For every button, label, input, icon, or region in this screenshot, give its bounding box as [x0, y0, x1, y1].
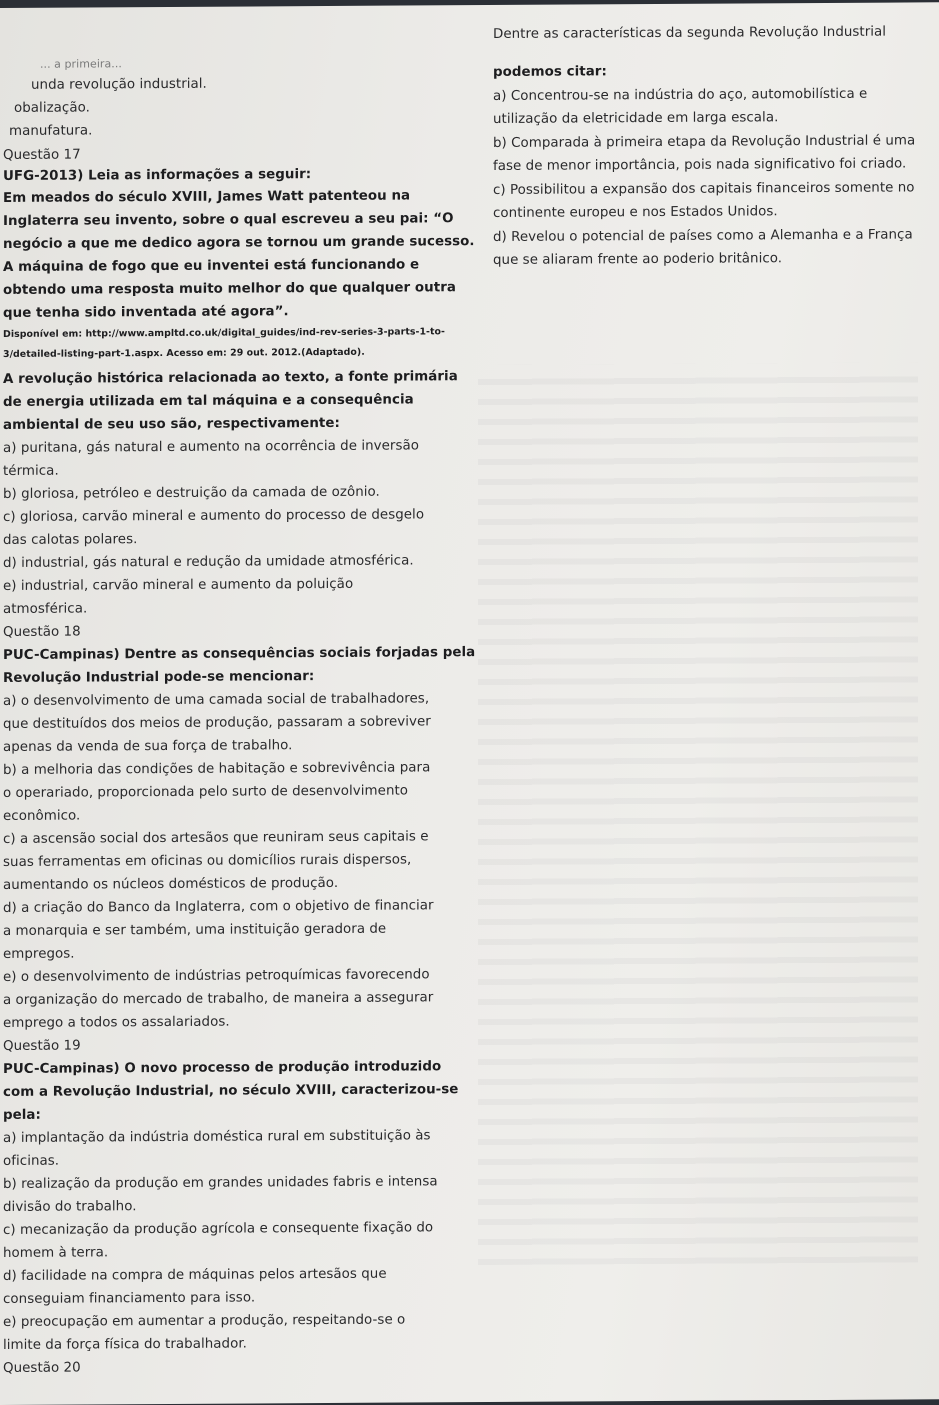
option-c: c) mecanização da produção agrícola e consequente fixação do: [3, 1220, 434, 1238]
cut-line: ... a primeira...: [40, 57, 122, 71]
option-d: d) a criação do Banco da Inglaterra, com o objetivo de financiar: [3, 898, 434, 916]
option-a: oficinas.: [3, 1153, 60, 1169]
question-17-text: Inglaterra seu invento, sobre o qual escreveu a seu pai: “O: [3, 211, 454, 229]
question-17-prompt: A revolução histórica relacionada ao texto, a fonte primária: [3, 369, 458, 387]
cut-line: manufatura.: [9, 123, 93, 139]
bleed-through-text: [478, 362, 918, 1265]
question-16-prompt: podemos citar:: [493, 64, 607, 80]
option-a: utilização da eletricidade em larga escala.: [493, 110, 779, 127]
option-e: e) o desenvolvimento de indústrias petroquímicas favorecendo: [3, 967, 430, 985]
question-19-prompt: pela:: [3, 1107, 41, 1123]
option-d: d) industrial, gás natural e redução da umidade atmosférica.: [3, 553, 414, 571]
question-18-prompt: PUC-Campinas) Dentre as consequências sociais forjadas pela: [3, 645, 476, 663]
question-number: Questão 20: [3, 1360, 81, 1376]
option-c: c) Possibilitou a expansão dos capitais financeiros somente no: [493, 180, 915, 198]
question-number: Questão 18: [3, 624, 81, 640]
option-c: c) gloriosa, carvão mineral e aumento do processo de desgelo: [3, 507, 425, 525]
option-c: continente europeu e nos Estados Unidos.: [493, 204, 778, 221]
option-d: que se aliaram frente ao poderio britânico.: [493, 251, 783, 268]
option-a: que destituídos dos meios de produção, passaram a sobreviver: [3, 714, 431, 732]
question-17-text: que tenha sido inventada até agora”.: [3, 304, 289, 321]
option-d: d) facilidade na compra de máquinas pelos artesãos que: [3, 1266, 387, 1284]
citation-line: Disponível em: http://www.ampltd.co.uk/digital_guides/ind-rev-series-3-parts-1-to-: [3, 326, 445, 340]
question-17-prompt: ambiental de seu uso são, respectivamente:: [3, 415, 340, 433]
question-number: Questão 19: [3, 1038, 81, 1054]
option-e: emprego a todos os assalariados.: [3, 1014, 230, 1031]
option-a: térmica.: [3, 463, 59, 479]
option-d: a monarquia e ser também, uma instituição geradora de: [3, 921, 387, 939]
cut-line: obalização.: [14, 100, 90, 116]
option-d: d) Revelou o potencial de países como a Alemanha e a França: [493, 227, 913, 245]
question-17-source: UFG-2013) Leia as informações a seguir:: [3, 167, 312, 184]
option-c: aumentando os núcleos domésticos de produção.: [3, 875, 339, 893]
question-17-text: Em meados do século XVIII, James Watt patenteou na: [3, 188, 411, 206]
question-17-text: A máquina de fogo que eu inventei está funcionando e: [3, 257, 420, 275]
option-b: b) a melhoria das condições de habitação e sobrevivência para: [3, 760, 431, 778]
option-e: atmosférica.: [3, 601, 88, 617]
option-c: homem à terra.: [3, 1245, 109, 1261]
option-d: conseguiam financiamento para isso.: [3, 1290, 256, 1307]
question-number: Questão 17: [3, 147, 81, 163]
option-e: e) industrial, carvão mineral e aumento da poluição: [3, 576, 354, 594]
citation-line: 3/detailed-listing-part-1.aspx. Acesso em: 29 out. 2012.(Adaptado).: [3, 346, 365, 360]
question-19-prompt: com a Revolução Industrial, no século XVIII, caracterizou-se: [3, 1082, 459, 1100]
option-b: b) Comparada à primeira etapa da Revolução Industrial é uma: [493, 133, 916, 151]
option-e: limite da força física do trabalhador.: [3, 1336, 247, 1353]
option-b: b) gloriosa, petróleo e destruição da camada de ozônio.: [3, 484, 380, 502]
paper-sheet: [0, 2, 939, 1405]
option-a: a) o desenvolvimento de uma camada social de trabalhadores,: [3, 691, 430, 709]
option-e: a organização do mercado de trabalho, de maneira a assegurar: [3, 990, 434, 1008]
option-b: b) realização da produção em grandes unidades fabris e intensa: [3, 1174, 438, 1192]
option-a: a) puritana, gás natural e aumento na ocorrência de inversão: [3, 438, 419, 456]
question-17-text: obtendo uma resposta muito melhor do que qualquer outra: [3, 280, 456, 298]
option-c: das calotas polares.: [3, 532, 138, 548]
option-c: suas ferramentas em oficinas ou domicílios rurais dispersos,: [3, 852, 412, 870]
option-b: o operariado, proporcionada pelo surto de desenvolvimento: [3, 783, 409, 801]
option-a: a) Concentrou-se na indústria do aço, automobilística e: [493, 86, 868, 104]
option-b: fase de menor importância, pois nada significativo foi criado.: [493, 156, 907, 174]
option-c: c) a ascensão social dos artesãos que reuniram seus capitais e: [3, 829, 429, 847]
option-a: apenas da venda de sua força de trabalho.: [3, 738, 293, 755]
question-17-prompt: de energia utilizada em tal máquina e a consequência: [3, 392, 414, 410]
question-17-text: negócio a que me dedico agora se tornou um grande sucesso.: [3, 234, 475, 252]
cut-line: unda revolução industrial.: [31, 76, 207, 93]
option-d: empregos.: [3, 946, 75, 962]
option-a: a) implantação da indústria doméstica rural em substituição às: [3, 1128, 431, 1146]
question-16-prompt: Dentre as características da segunda Revolução Industrial: [493, 24, 887, 42]
option-e: e) preocupação em aumentar a produção, respeitando-se o: [3, 1312, 406, 1330]
option-b: econômico.: [3, 808, 81, 824]
question-19-prompt: PUC-Campinas) O novo processo de produção introduzido: [3, 1059, 442, 1077]
option-b: divisão do trabalho.: [3, 1199, 137, 1215]
question-18-prompt: Revolução Industrial pode-se mencionar:: [3, 669, 315, 686]
